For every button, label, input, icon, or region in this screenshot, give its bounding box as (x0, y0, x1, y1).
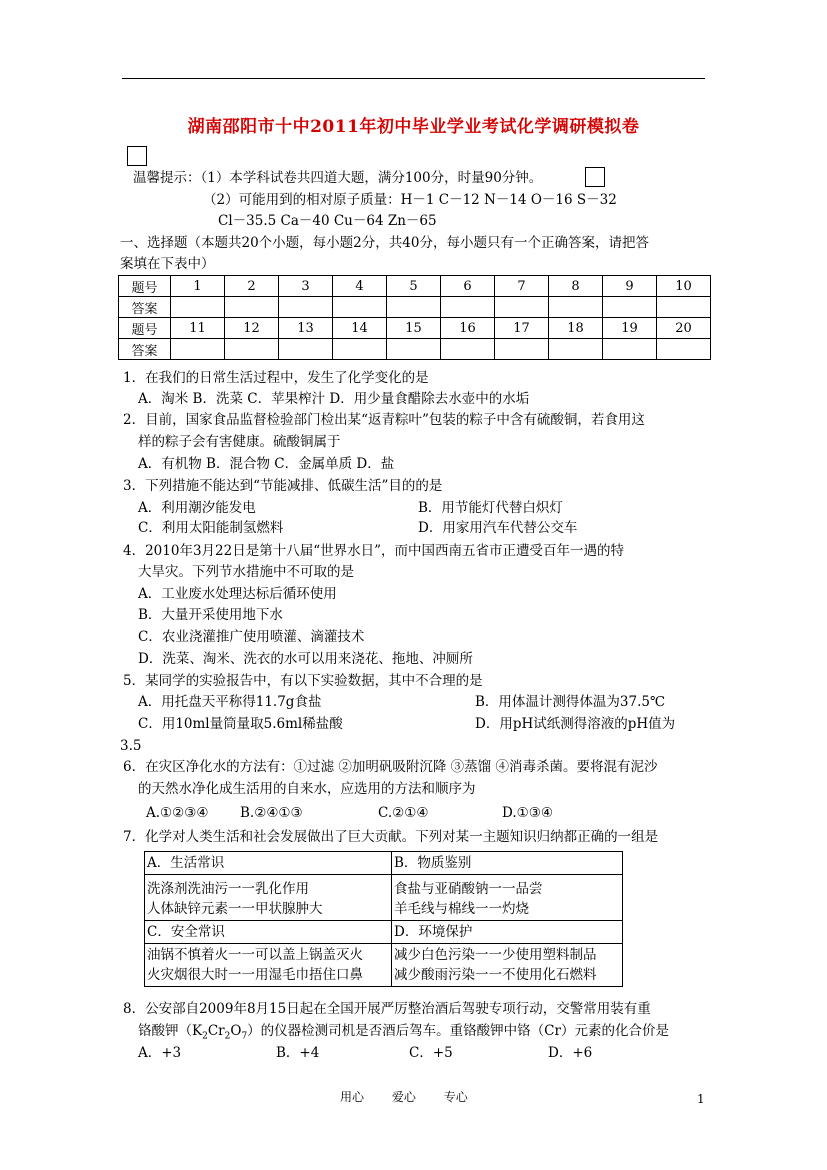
cell-b-body (392, 875, 623, 921)
cell-d-body (392, 944, 623, 987)
question-7: 7．化学对人类生活和社会发展做出了巨大贡献。下列对某一主题知识归纳都正确的一组是 (123, 829, 659, 845)
answer-table (118, 275, 711, 360)
question-4-option-d: D．洗菜、淘米、洗衣的水可以用来浇花、拖地、冲厕所 (138, 651, 473, 667)
answer-cell[interactable] (279, 297, 333, 318)
question-6: 6．在灾区净化水的方法有：①过滤 ②加明矾吸附沉降 ③蒸馏 ④消毒杀菌。要将混有泥沙 (123, 759, 658, 775)
cell-line: 洗涤剂洗油污一一乳化作用 (147, 881, 309, 897)
question-1-options: A．淘米 B．洗菜 C．苹果榨汁 D．用少量食醋除去水壶中的水垢 (138, 391, 530, 407)
question-5-option-d: D．用pH试纸测得溶液的pH值为 (475, 716, 676, 732)
cell-no: 14 (333, 318, 387, 339)
question-5-option-b: B．用体温计测得体温为37.5℃ (475, 694, 666, 710)
answer-cell[interactable] (603, 339, 657, 360)
answer-cell[interactable] (549, 297, 603, 318)
answer-cell[interactable] (441, 297, 495, 318)
question-4-option-b: B．大量开采使用地下水 (138, 607, 283, 623)
tips-line-3: Cl－35.5 Ca－40 Cu－64 Zn－65 (218, 213, 437, 229)
question-6-option-d: D.①③④ (502, 805, 553, 821)
answer-cell[interactable] (171, 339, 225, 360)
answer-cell[interactable] (441, 339, 495, 360)
table-row (119, 297, 711, 318)
question-3: 3．下列措施不能达到“节能减排、低碳生活”目的的是 (123, 478, 443, 494)
question-2: 2．目前，国家食品监督检验部门检出某“返青粽叶”包装的粽子中含有硫酸铜，若食用这 (123, 412, 645, 428)
cell-no: 20 (657, 318, 711, 339)
cell-d-head: D．环境保护 (392, 921, 623, 944)
page-title: 湖南邵阳市十中2011年初中毕业学业考试化学调研模拟卷 (187, 117, 640, 137)
cell-line: 减少白色污染一一少使用塑料制品 (394, 947, 597, 963)
cell-no: 16 (441, 318, 495, 339)
question-4-cont: 大旱灾。下列节水措施中不可取的是 (138, 564, 354, 580)
section-heading-2: 案填在下表中） (120, 256, 215, 272)
answer-cell[interactable] (171, 297, 225, 318)
q8-text-pre: 铬酸钾（K (138, 1023, 203, 1039)
question-4-option-a: A．工业废水处理达标后循环使用 (138, 586, 337, 602)
cell-no: 17 (495, 318, 549, 339)
cell-c-head: C．安全常识 (145, 921, 392, 944)
label-no: 题号 (119, 318, 171, 339)
cell-no: 8 (549, 276, 603, 297)
footer-word-1: 用心 (340, 1090, 365, 1104)
question-2-cont: 样的粽子会有害健康。硫酸铜属于 (138, 434, 341, 450)
cell-no: 2 (225, 276, 279, 297)
cell-line: 羊毛线与棉线一一灼烧 (394, 901, 529, 917)
answer-checkbox-left[interactable] (127, 146, 147, 166)
answer-cell[interactable] (333, 297, 387, 318)
answer-checkbox-right[interactable] (585, 167, 605, 187)
cell-no: 13 (279, 318, 333, 339)
cell-no: 3 (279, 276, 333, 297)
q8-sub-3: 7 (241, 1031, 248, 1042)
cell-line: 人体缺锌元素一一甲状腺肿大 (147, 901, 323, 917)
cell-line: 火灾烟很大时一一用湿毛巾捂住口鼻 (147, 967, 363, 983)
table-row (145, 852, 623, 875)
answer-cell[interactable] (387, 297, 441, 318)
question-5-option-d-cont: 3.5 (120, 738, 142, 754)
cell-no: 9 (603, 276, 657, 297)
cell-b-head: B．物质鉴别 (392, 852, 623, 875)
question-4-option-c: C．农业浇灌推广使用喷灌、滴灌技术 (138, 629, 365, 645)
cell-no: 5 (387, 276, 441, 297)
answer-cell[interactable] (333, 339, 387, 360)
question-6-option-b: B.②④①③ (240, 805, 303, 821)
cell-no: 1 (171, 276, 225, 297)
header-rule (122, 78, 705, 79)
cell-no: 10 (657, 276, 711, 297)
cell-line: 食盐与亚硝酸钠一一品尝 (394, 881, 543, 897)
table-row (145, 921, 623, 944)
question-3-option-a: A．利用潮汐能发电 (138, 500, 256, 516)
answer-cell[interactable] (657, 297, 711, 318)
cell-line: 油锅不慎着火一一可以盖上锅盖灭火 (147, 947, 363, 963)
question-8-option-d: D．+6 (548, 1045, 593, 1061)
q8-text-o: O (230, 1023, 242, 1039)
answer-cell[interactable] (495, 297, 549, 318)
question-5-option-c: C．用10ml量筒量取5.6ml稀盐酸 (138, 716, 343, 732)
cell-no: 18 (549, 318, 603, 339)
cell-line: 减少酸雨污染一一不使用化石燃料 (394, 967, 597, 983)
label-ans: 答案 (119, 339, 171, 360)
knowledge-table (144, 851, 623, 987)
cell-no: 19 (603, 318, 657, 339)
question-4: 4．2010年3月22日是第十八届“世界水日”，而中国西南五省市正遭受百年一遇的特 (123, 543, 625, 559)
question-5: 5．某同学的实验报告中，有以下实验数据，其中不合理的是 (123, 673, 483, 689)
answer-cell[interactable] (657, 339, 711, 360)
tips-line-2: （2）可能用到的相对原子质量：H－1 C－12 N－14 O－16 S－32 (203, 192, 617, 208)
question-1: 1．在我们的日常生活过程中，发生了化学变化的是 (123, 370, 429, 386)
cell-a-body (145, 875, 392, 921)
answer-cell[interactable] (387, 339, 441, 360)
question-6-option-a: A.①②③④ (146, 805, 209, 821)
table-row (119, 318, 711, 339)
cell-no: 4 (333, 276, 387, 297)
question-2-options: A．有机物 B．混合物 C．金属单质 D．盐 (138, 456, 395, 472)
q8-sub-2: 2 (224, 1031, 231, 1042)
page-footer (340, 1088, 492, 1105)
cell-a-head: A．生活常识 (145, 852, 392, 875)
question-6-cont: 的天然水净化成生活用的自来水，应选用的方法和顺序为 (138, 781, 476, 797)
answer-cell[interactable] (225, 339, 279, 360)
cell-no: 12 (225, 318, 279, 339)
question-8-option-a: A．+3 (138, 1045, 182, 1061)
q8-text-post: ）的仪器检测司机是否酒后驾车。重铬酸钾中铬（Cr）元素的化合价是 (247, 1023, 669, 1039)
table-row (145, 944, 623, 987)
table-row (145, 875, 623, 921)
answer-cell[interactable] (225, 297, 279, 318)
footer-word-3: 专心 (443, 1090, 468, 1104)
question-8-option-b: B．+4 (276, 1045, 320, 1061)
cell-c-body (145, 944, 392, 987)
answer-cell[interactable] (279, 339, 333, 360)
answer-cell[interactable] (603, 297, 657, 318)
answer-cell[interactable] (549, 339, 603, 360)
tips-line-1: 温馨提示：（1）本学科试卷共四道大题，满分100分，时量90分钟。 (133, 170, 543, 186)
cell-no: 7 (495, 276, 549, 297)
q8-text-mid: Cr (207, 1023, 225, 1039)
footer-word-2: 爱心 (391, 1090, 416, 1104)
question-5-option-a: A．用托盘天平称得11.7g食盐 (138, 694, 322, 710)
page-number: 1 (697, 1092, 705, 1106)
table-row (119, 276, 711, 297)
question-6-option-c: C.②①④ (378, 805, 429, 821)
answer-cell[interactable] (495, 339, 549, 360)
label-ans: 答案 (119, 297, 171, 318)
question-8-option-c: C．+5 (409, 1045, 453, 1061)
question-3-option-b: B．用节能灯代替白炽灯 (418, 500, 563, 516)
cell-no: 15 (387, 318, 441, 339)
cell-no: 6 (441, 276, 495, 297)
section-heading-1: 一、选择题（本题共20个小题，每小题2分，共40分，每小题只有一个正确答案，请把答 (120, 235, 649, 251)
q8-sub-1: 2 (202, 1031, 208, 1042)
label-no: 题号 (119, 276, 171, 297)
question-3-option-c: C．利用太阳能制氢燃料 (138, 520, 284, 536)
question-3-option-d: D．用家用汽车代替公交车 (418, 520, 578, 536)
table-row (119, 339, 711, 360)
cell-no: 11 (171, 318, 225, 339)
question-8: 8．公安部自2009年8月15日起在全国开展严厉整治酒后驾驶专项行动，交警常用装有重 (123, 1001, 651, 1017)
